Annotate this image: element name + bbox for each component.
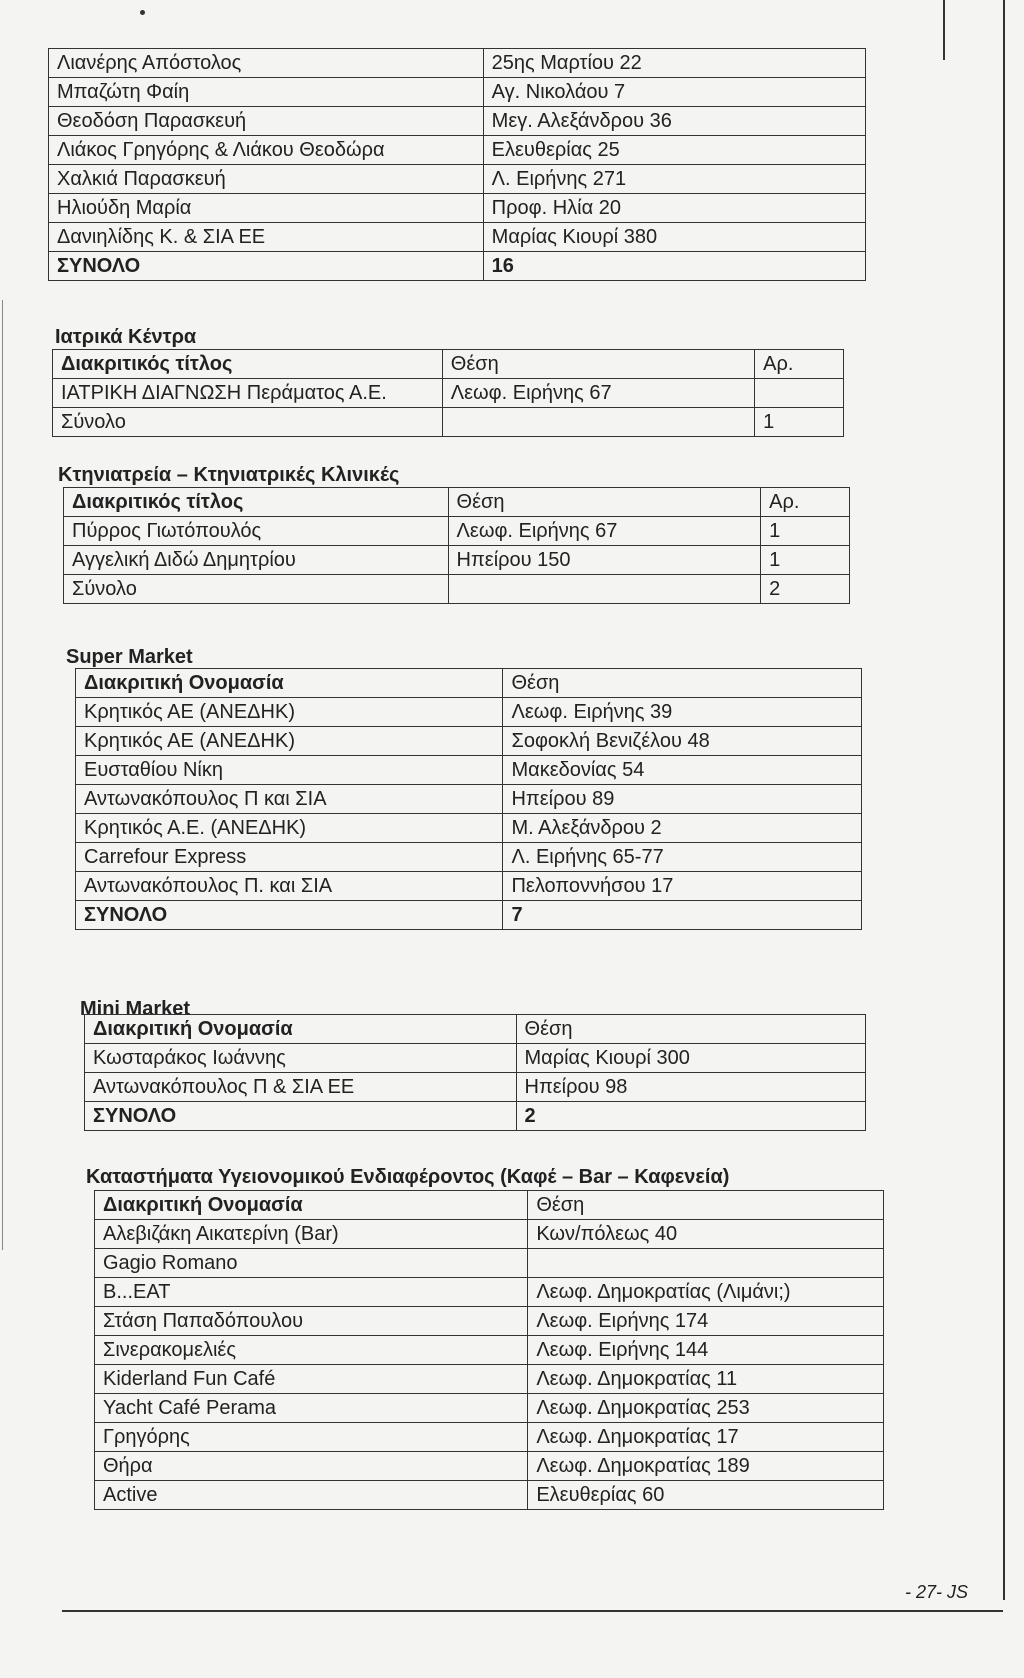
header-count: Αρ.	[761, 488, 850, 517]
table-row	[95, 1423, 884, 1452]
place-cell: Λ. Ειρήνης 65-77	[503, 843, 862, 872]
place-cell: Ελευθερίας 25	[483, 136, 865, 165]
header-place: Θέση	[448, 488, 761, 517]
place-cell: Λεωφ. Ειρήνης 67	[442, 379, 754, 408]
empty-cell	[448, 575, 761, 604]
page-edge-top	[943, 0, 945, 60]
place-cell: Αγ. Νικολάου 7	[483, 78, 865, 107]
total-value: 2	[761, 575, 850, 604]
name-cell: Σινερακομελιές	[95, 1336, 528, 1365]
place-cell: Πελοποννήσου 17	[503, 872, 862, 901]
table-row	[85, 1044, 866, 1073]
table-row	[64, 517, 850, 546]
header-place: Θέση	[442, 350, 754, 379]
name-cell: ΙΑΤΡΙΚΗ ΔΙΑΓΝΩΣΗ Περάματος Α.Ε.	[53, 379, 443, 408]
header-name: Διακριτικός τίτλος	[64, 488, 449, 517]
name-cell: Αλεβιζάκη Αικατερίνη (Bar)	[95, 1220, 528, 1249]
count-cell: 1	[761, 517, 850, 546]
name-cell: Ευσταθίου Νίκη	[76, 756, 503, 785]
place-cell: Μαρίας Κιουρί 380	[483, 223, 865, 252]
place-cell: Λεωφ. Ειρήνης 39	[503, 698, 862, 727]
name-cell: Χαλκιά Παρασκευή	[49, 165, 484, 194]
section-title-vet: Κτηνιατρεία – Κτηνιατρικές Κλινικές	[58, 464, 400, 486]
name-cell: Πύρρος Γιωτόπουλός	[64, 517, 449, 546]
name-cell: Θεοδόση Παρασκευή	[49, 107, 484, 136]
header-name: Διακριτική Ονομασία	[95, 1191, 528, 1220]
page-number: - 27-	[905, 1582, 943, 1602]
table-row	[95, 1249, 884, 1278]
name-cell: Αντωνακόπουλος Π & ΣΙΑ ΕΕ	[85, 1073, 517, 1102]
place-cell: Λεωφ. Δημοκρατίας 11	[528, 1365, 884, 1394]
bottom-rule	[62, 1610, 1003, 1612]
name-cell: Yacht Café Perama	[95, 1394, 528, 1423]
total-row	[53, 408, 844, 437]
total-label: ΣΥΝΟΛΟ	[76, 901, 503, 930]
table-row	[95, 1220, 884, 1249]
initials: JS	[947, 1582, 969, 1602]
place-cell: Λεωφ. Δημοκρατίας 253	[528, 1394, 884, 1423]
place-cell: Λεωφ. Δημοκρατίας (Λιμάνι;)	[528, 1278, 884, 1307]
place-cell: Λεωφ. Ειρήνης 144	[528, 1336, 884, 1365]
table-row	[95, 1278, 884, 1307]
table-row	[95, 1481, 884, 1510]
place-cell: Λεωφ. Ειρήνης 67	[448, 517, 761, 546]
table-row	[76, 843, 862, 872]
table-row	[85, 1073, 866, 1102]
place-cell: Μαρίας Κιουρί 300	[516, 1044, 865, 1073]
page-footer	[905, 1582, 968, 1603]
table-row	[49, 78, 866, 107]
count-cell	[755, 379, 844, 408]
place-cell: Μ. Αλεξάνδρου 2	[503, 814, 862, 843]
total-value: 16	[483, 252, 865, 281]
name-cell: Ηλιούδη Μαρία	[49, 194, 484, 223]
name-cell: Μπαζώτη Φαίη	[49, 78, 484, 107]
header-place: Θέση	[516, 1015, 865, 1044]
place-cell: Λεωφ. Ειρήνης 174	[528, 1307, 884, 1336]
name-cell: Κωσταράκος Ιωάννης	[85, 1044, 517, 1073]
total-row	[49, 252, 866, 281]
table-row	[64, 546, 850, 575]
total-value: 2	[516, 1102, 865, 1131]
table-row	[49, 165, 866, 194]
place-cell	[528, 1249, 884, 1278]
table-row	[76, 814, 862, 843]
name-cell: Λιάκος Γρηγόρης & Λιάκου Θεοδώρα	[49, 136, 484, 165]
name-cell: Αντωνακόπουλος Π και ΣΙΑ	[76, 785, 503, 814]
name-cell: Γρηγόρης	[95, 1423, 528, 1452]
name-cell: Θήρα	[95, 1452, 528, 1481]
total-label: Σύνολο	[53, 408, 443, 437]
table-row	[53, 379, 844, 408]
table-row	[76, 756, 862, 785]
header-name: Διακριτική Ονομασία	[85, 1015, 517, 1044]
place-cell: Μεγ. Αλεξάνδρου 36	[483, 107, 865, 136]
section-title-medical: Ιατρικά Κέντρα	[55, 326, 197, 348]
place-cell: Ηπείρου 98	[516, 1073, 865, 1102]
place-cell: Λεωφ. Δημοκρατίας 189	[528, 1452, 884, 1481]
table-row	[95, 1307, 884, 1336]
table-row	[49, 194, 866, 223]
place-cell: Κων/πόλεως 40	[528, 1220, 884, 1249]
total-row	[64, 575, 850, 604]
header-name: Διακριτικός τίτλος	[53, 350, 443, 379]
top-table	[48, 48, 866, 281]
header-place: Θέση	[503, 669, 862, 698]
name-cell: Active	[95, 1481, 528, 1510]
mini-market-table	[84, 1014, 866, 1131]
name-cell: Carrefour Express	[76, 843, 503, 872]
section-title-mini-market: Mini Market	[80, 998, 191, 1020]
super-market-table	[75, 668, 862, 930]
table-row	[76, 698, 862, 727]
name-cell: B...EAT	[95, 1278, 528, 1307]
name-cell: Λιανέρης Απόστολος	[49, 49, 484, 78]
header-row	[76, 669, 862, 698]
header-row	[95, 1191, 884, 1220]
page-edge-right	[1003, 0, 1005, 1600]
name-cell: Gagio Romano	[95, 1249, 528, 1278]
name-cell: Αγγελική Διδώ Δημητρίου	[64, 546, 449, 575]
empty-cell	[442, 408, 754, 437]
total-label: ΣΥΝΟΛΟ	[85, 1102, 517, 1131]
place-cell: Λ. Ειρήνης 271	[483, 165, 865, 194]
table-row	[49, 49, 866, 78]
header-row	[85, 1015, 866, 1044]
total-value: 1	[755, 408, 844, 437]
name-cell: Κρητικός Α.Ε. (ΑΝΕΔΗΚ)	[76, 814, 503, 843]
table-row	[76, 785, 862, 814]
cafes-table	[94, 1190, 884, 1510]
total-row	[85, 1102, 866, 1131]
table-row	[95, 1394, 884, 1423]
table-row	[49, 136, 866, 165]
header-row	[53, 350, 844, 379]
place-cell: Προφ. Ηλία 20	[483, 194, 865, 223]
name-cell: Kiderland Fun Café	[95, 1365, 528, 1394]
name-cell: Δανιηλίδης Κ. & ΣΙΑ ΕΕ	[49, 223, 484, 252]
total-row	[76, 901, 862, 930]
table-row	[95, 1452, 884, 1481]
table-row	[95, 1365, 884, 1394]
place-cell: Ηπείρου 150	[448, 546, 761, 575]
name-cell: Κρητικός ΑΕ (ΑΝΕΔΗΚ)	[76, 698, 503, 727]
header-count: Αρ.	[755, 350, 844, 379]
header-place: Θέση	[528, 1191, 884, 1220]
name-cell: Στάση Παπαδόπουλου	[95, 1307, 528, 1336]
place-cell: 25ης Μαρτίου 22	[483, 49, 865, 78]
section-title-super-market: Super Market	[66, 646, 193, 668]
header-row	[64, 488, 850, 517]
total-label: ΣΥΝΟΛΟ	[49, 252, 484, 281]
place-cell: Ελευθερίας 60	[528, 1481, 884, 1510]
place-cell: Σοφοκλή Βενιζέλου 48	[503, 727, 862, 756]
name-cell: Κρητικός ΑΕ (ΑΝΕΔΗΚ)	[76, 727, 503, 756]
vet-table	[63, 487, 850, 604]
total-value: 7	[503, 901, 862, 930]
header-name: Διακριτική Ονομασία	[76, 669, 503, 698]
table-row	[76, 872, 862, 901]
stray-dot	[140, 10, 145, 15]
name-cell: Αντωνακόπουλος Π. και ΣΙΑ	[76, 872, 503, 901]
table-row	[95, 1336, 884, 1365]
medical-table	[52, 349, 844, 437]
page-edge-left	[2, 300, 3, 1250]
section-title-cafes: Καταστήματα Υγειονομικού Ενδιαφέροντος (Καφέ – Bar – Καφενεία)	[86, 1166, 730, 1188]
total-label: Σύνολο	[64, 575, 449, 604]
place-cell: Μακεδονίας 54	[503, 756, 862, 785]
place-cell: Ηπείρου 89	[503, 785, 862, 814]
table-row	[49, 223, 866, 252]
table-row	[76, 727, 862, 756]
table-row	[49, 107, 866, 136]
place-cell: Λεωφ. Δημοκρατίας 17	[528, 1423, 884, 1452]
count-cell: 1	[761, 546, 850, 575]
